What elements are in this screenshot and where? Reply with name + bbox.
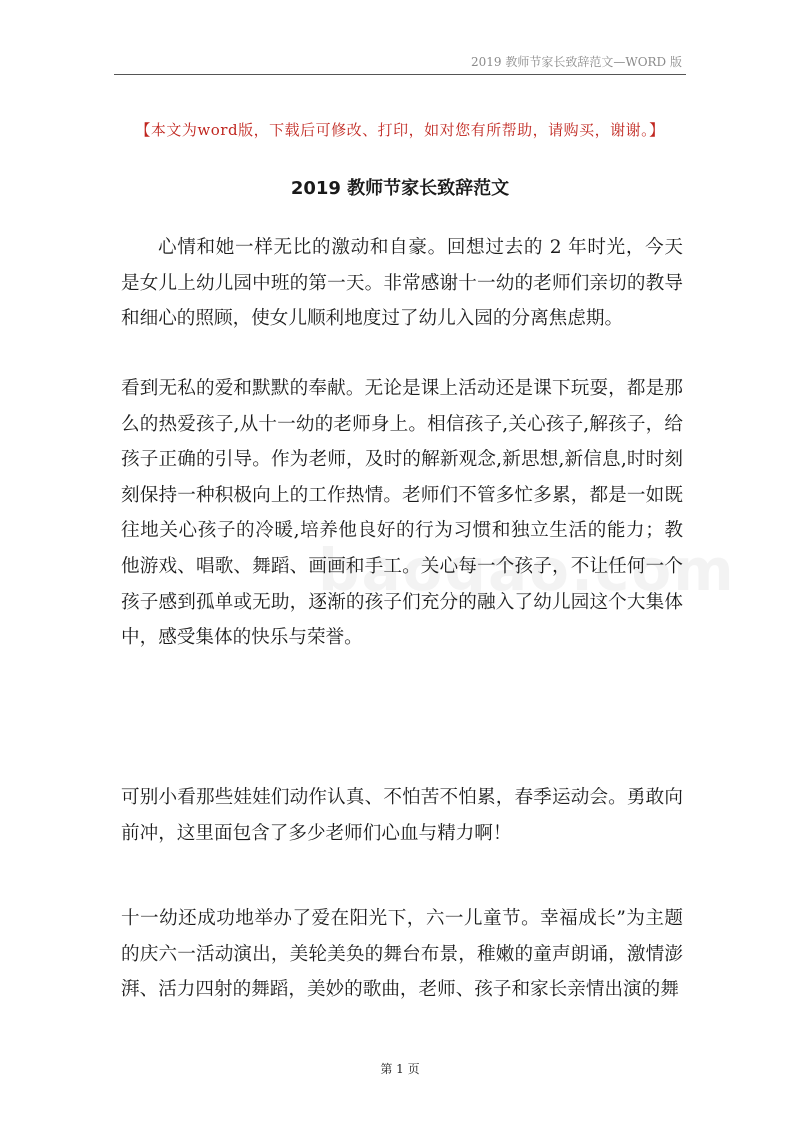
- paragraph-2: 看到无私的爱和默默的奉献。无论是课上活动还是课下玩耍，都是那么的热爱孩子,从十一幼的老师身上。相信孩子,关心孩子,解孩子，给孩子正确的引导。作为老师，及时的解新观念,新思想,新信息,时时刻刻保持一种积极向上的工作热情。老师们不管多忙多累，都是一如既往地关心孩子的冷暖,培养他良好的行为习惯和独立生活的能力；教他游戏、唱歌、舞蹈、画画和手工。关心每一个孩子，不让任何一个孩子感到孤单或无助，逐渐的孩子们充分的融入了幼儿园这个大集体中，感受集体的快乐与荣誉。: [121, 378, 683, 649]
- header-divider: [114, 74, 686, 75]
- purchase-notice: 【本文为word版，下载后可修改、打印，如对您有所帮助，请购买，谢谢。】: [135, 121, 665, 139]
- paragraph-1: 心情和她一样无比的激动和自豪。回想过去的 2 年时光，今天是女儿上幼儿园中班的第一天。非常感谢十一幼的老师们亲切的教导和细心的照顾，使女儿顺利地度过了幼儿入园的分离焦虑期。: [121, 237, 683, 330]
- page-number: 第 1 页: [380, 1062, 420, 1076]
- paragraph-4: 十一幼还成功地举办了爱在阳光下，六一儿童节。幸福成长”为主题的庆六一活动演出，美轮美奂的舞台布景，稚嫩的童声朗诵，激情澎湃、活力四射的舞蹈，美妙的歌曲，老师、孩子和家长亲情出演的舞: [121, 908, 683, 1001]
- page-header: 2019 教师节家长致辞范文—WORD 版: [471, 55, 682, 69]
- paragraph-3: 可别小看那些娃娃们动作认真、不怕苦不怕累，春季运动会。勇敢向前冲，这里面包含了多少老师们心血与精力啊！: [121, 787, 683, 844]
- document-title: 2019 教师节家长致辞范文: [290, 178, 510, 199]
